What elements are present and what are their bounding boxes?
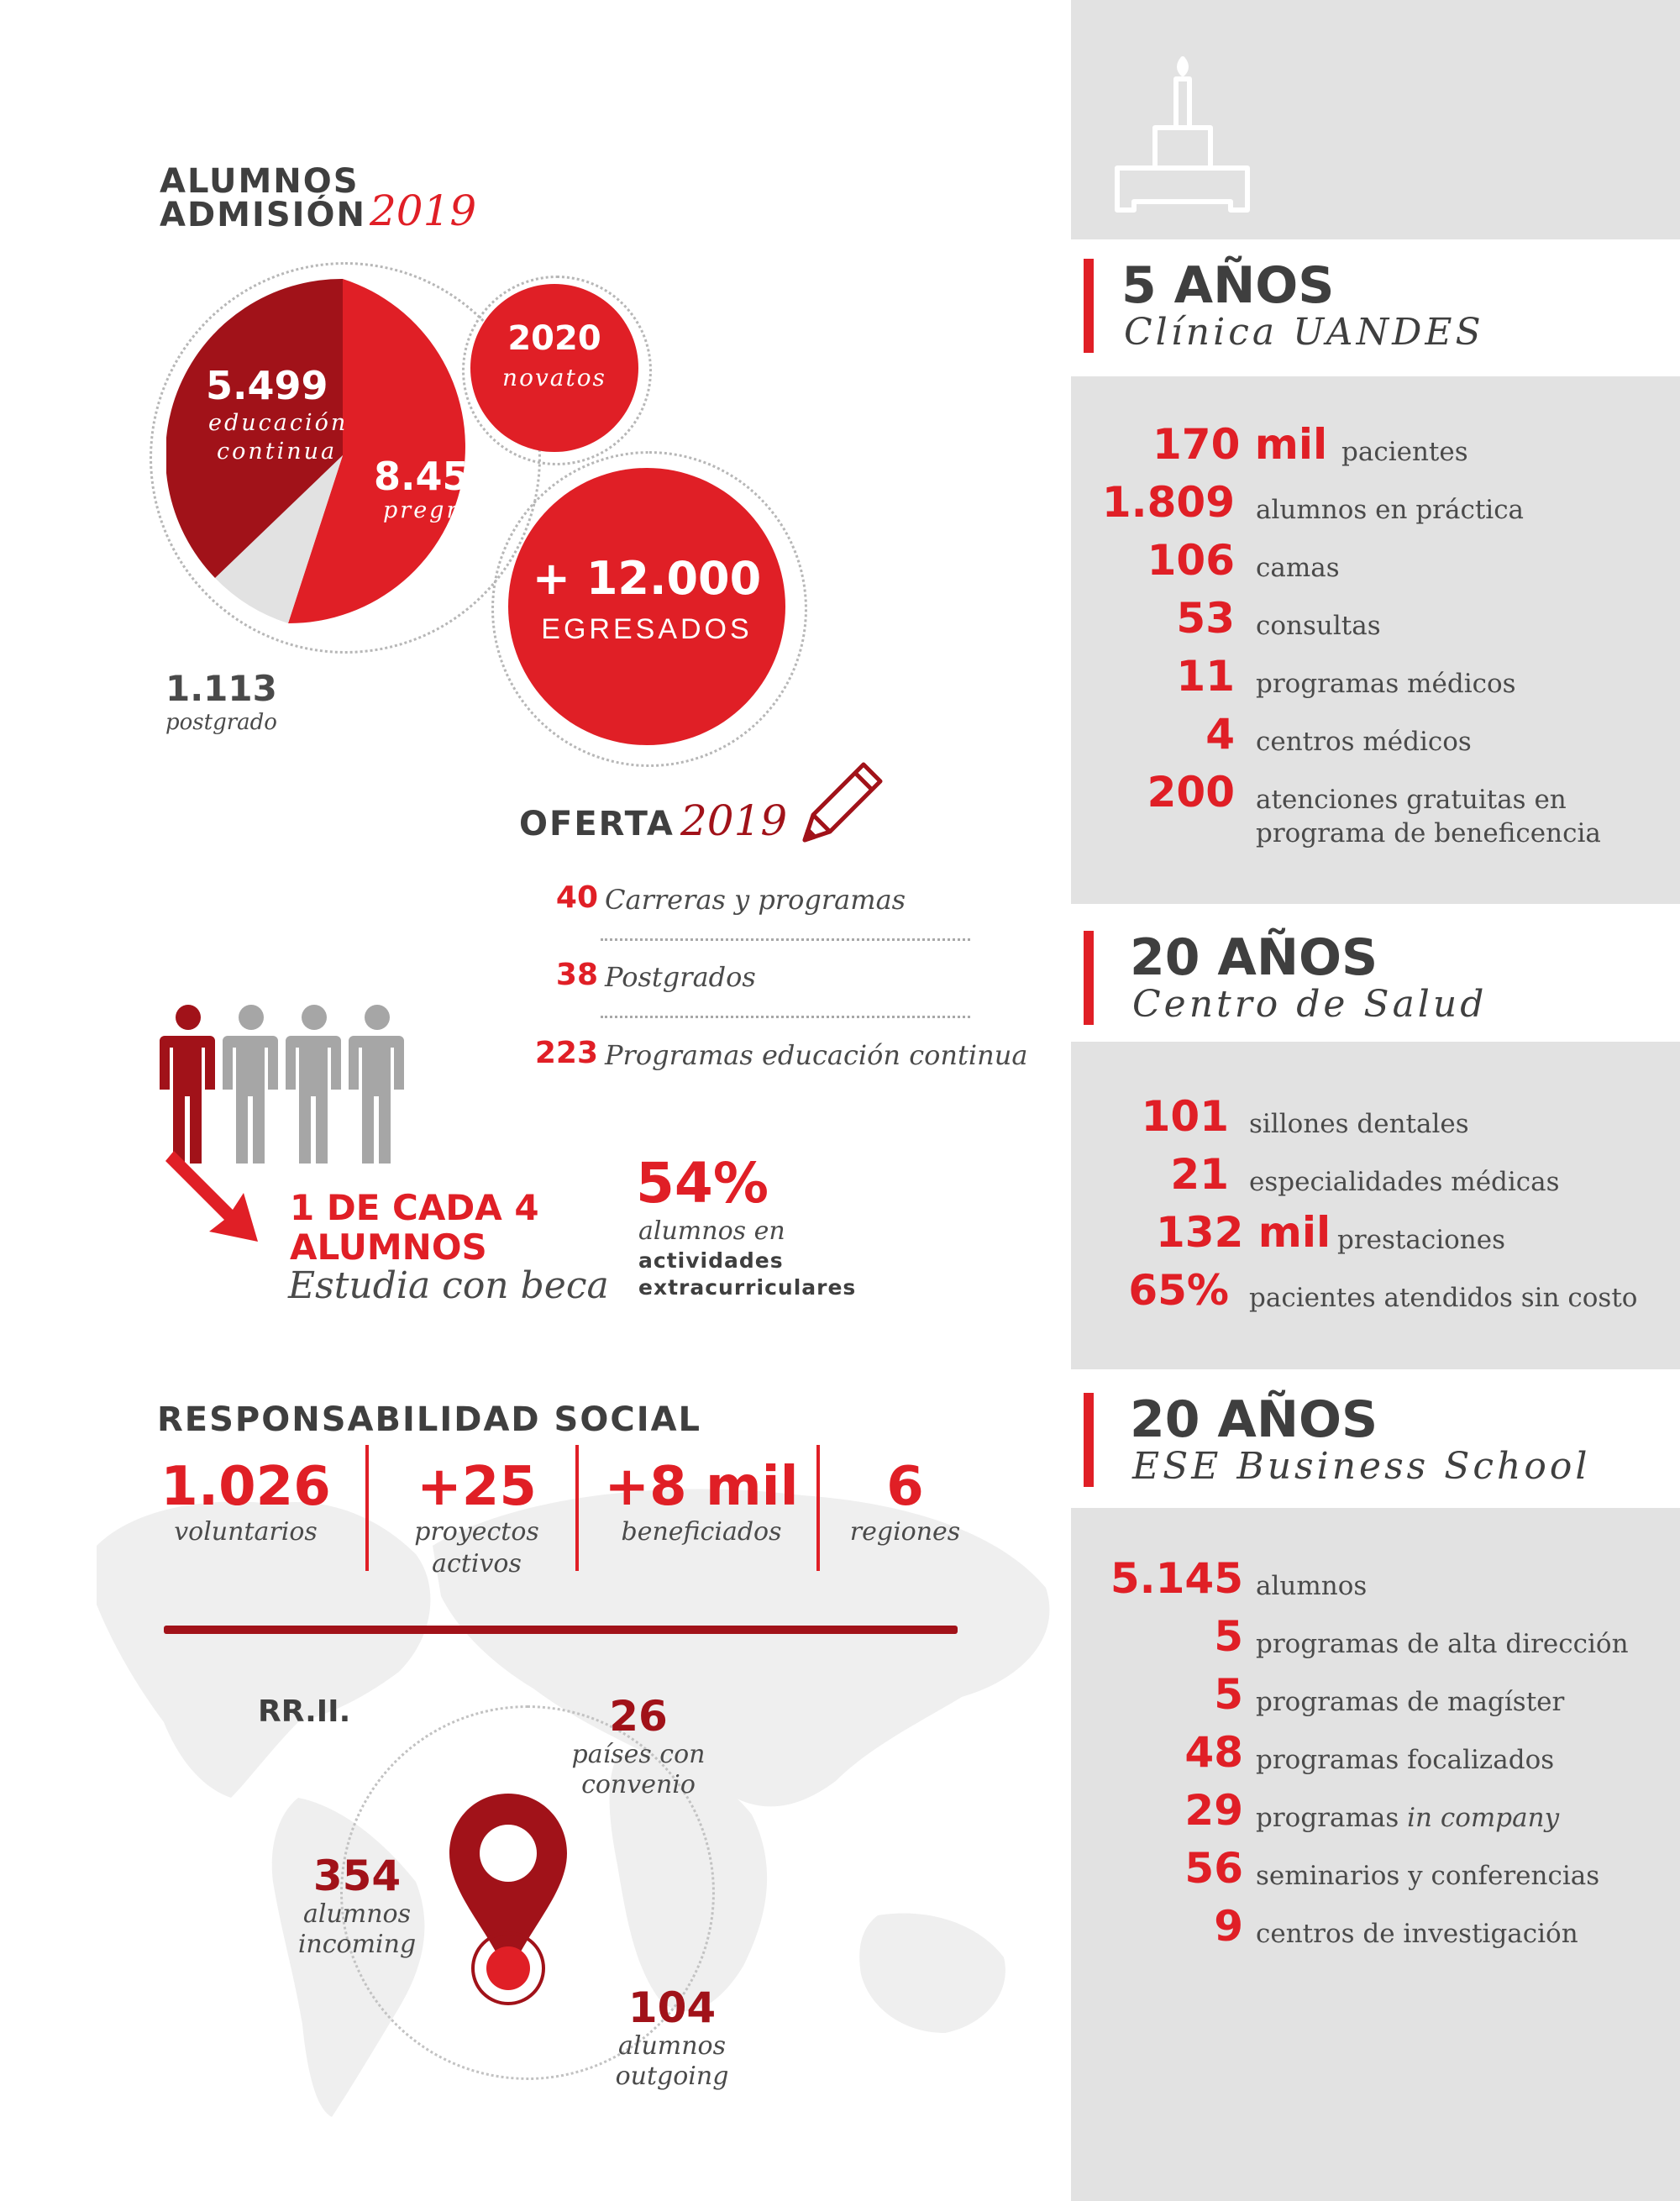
rs-label: proyectos <box>414 1517 539 1547</box>
clinica-stat <box>1071 768 1680 848</box>
stat-label: pacientes atendidos sin costo <box>1249 1283 1638 1313</box>
clinica-stat <box>1071 478 1680 528</box>
stat-value: 170 mil <box>1152 420 1328 469</box>
beca-line3: Estudia con beca <box>288 1264 609 1307</box>
rrii-paises <box>571 1693 706 1800</box>
oferta-label: Carreras y programas <box>605 884 906 916</box>
oferta-label: Postgrados <box>605 961 756 993</box>
oferta-item <box>521 943 970 1018</box>
postgrado-label: postgrado <box>165 710 277 735</box>
stat-label: alumnos en práctica <box>1256 495 1525 525</box>
rs-title: RESPONSABILIDAD SOCIAL <box>157 1400 702 1439</box>
clinica-stat <box>1071 710 1680 760</box>
oferta-num: 40 <box>555 880 598 915</box>
incoming-label1: alumnos <box>302 1899 412 1929</box>
stat-value: 106 <box>1147 536 1235 585</box>
salud-title: 20 AÑOS <box>1130 928 1378 987</box>
egresados-value: + 12.000 <box>532 552 762 605</box>
stat-label: atenciones gratuitas en <box>1256 785 1567 815</box>
rs-num: +25 <box>417 1456 537 1518</box>
stat-label: programas in company <box>1256 1803 1560 1833</box>
extra-line1: alumnos en <box>638 1216 785 1246</box>
rs-item-voluntarios <box>147 1458 344 1548</box>
ese-stat <box>1071 1554 1680 1605</box>
stat-label: camas <box>1256 553 1340 583</box>
pregrado-label: pregrado <box>383 497 509 523</box>
oferta-num: 223 <box>534 1036 598 1070</box>
ese-stat <box>1071 1902 1680 1952</box>
stat-value: 65% <box>1128 1266 1229 1315</box>
admision-year: 2019 <box>370 186 477 235</box>
person-highlight <box>160 1005 215 1164</box>
stat-value: 5.145 <box>1110 1554 1243 1603</box>
oferta-title: OFERTA <box>519 805 675 843</box>
clinica-subtitle: Clínica UANDES <box>1124 311 1484 354</box>
rs-num: 1.026 <box>160 1456 331 1518</box>
stat-label: programas de magíster <box>1256 1687 1565 1717</box>
stat-label: programas focalizados <box>1256 1745 1555 1775</box>
salud-stat <box>1071 1150 1680 1200</box>
rs-item-proyectos <box>382 1458 571 1580</box>
beca-line2: ALUMNOS <box>290 1227 487 1268</box>
continua-value: 5.499 <box>206 363 328 408</box>
extra-value: 54% <box>636 1151 769 1216</box>
incoming-label2: incoming <box>297 1930 417 1959</box>
ese-stat <box>1071 1786 1680 1836</box>
rs-num: 6 <box>886 1456 924 1518</box>
dotted-divider <box>601 1016 970 1018</box>
stat-value: 5 <box>1214 1612 1243 1661</box>
stat-label: programas médicos <box>1256 669 1516 699</box>
stat-label: seminarios y conferencias <box>1256 1861 1600 1891</box>
clinica-title: 5 AÑOS <box>1121 256 1335 315</box>
person <box>349 1005 404 1164</box>
clinica-stat <box>1071 420 1680 470</box>
rs-label: activos <box>432 1549 522 1579</box>
rs-separator <box>164 1626 958 1634</box>
stat-value: 29 <box>1184 1786 1243 1835</box>
person <box>223 1005 278 1164</box>
dotted-divider <box>601 938 970 941</box>
pregrado-value: 8.459 <box>374 454 496 499</box>
stat-value: 1.809 <box>1101 478 1235 527</box>
stat-value: 56 <box>1184 1844 1243 1893</box>
stat-label: especialidades médicas <box>1249 1167 1560 1197</box>
oferta-label: Programas educación continua <box>605 1039 1028 1071</box>
beca-line1: 1 DE CADA 4 <box>290 1187 539 1228</box>
oferta-item <box>521 1021 1028 1096</box>
rrii-outgoing <box>605 1984 739 2092</box>
clinica-stat <box>1071 536 1680 586</box>
ese-stat <box>1071 1844 1680 1894</box>
person <box>286 1005 341 1164</box>
rs-label: voluntarios <box>174 1517 318 1547</box>
paises-label1: países con <box>571 1740 706 1769</box>
stat-label: centros médicos <box>1256 727 1472 757</box>
stat-value: 101 <box>1141 1092 1229 1141</box>
stat-label: programa de beneficencia <box>1256 818 1601 848</box>
rs-label: regiones <box>849 1517 961 1547</box>
stat-value: 11 <box>1176 652 1235 701</box>
salud-stat <box>1071 1266 1680 1316</box>
stat-value: 48 <box>1184 1728 1243 1777</box>
salud-stat <box>1071 1208 1680 1258</box>
oferta-year: 2019 <box>680 796 788 845</box>
section-bar <box>1084 931 1094 1025</box>
extra-line2: actividades <box>638 1248 784 1273</box>
stat-value: 200 <box>1147 768 1235 817</box>
stat-label: pacientes <box>1341 437 1468 467</box>
stat-label-emphasis: in company <box>1407 1803 1560 1833</box>
cake-panel <box>1071 0 1680 239</box>
extra-line3: extracurriculares <box>638 1275 857 1300</box>
novatos-value: 2020 <box>507 319 601 358</box>
paises-label2: convenio <box>581 1770 696 1799</box>
outgoing-num: 104 <box>627 1983 717 2032</box>
rs-divider <box>365 1445 369 1571</box>
oferta-num: 38 <box>555 958 598 992</box>
ese-stat <box>1071 1670 1680 1720</box>
rs-num: +8 mil <box>604 1456 799 1518</box>
rs-divider <box>816 1445 820 1571</box>
stat-value: 9 <box>1214 1902 1243 1951</box>
continua-label1: educación <box>208 410 349 436</box>
stat-label: sillones dentales <box>1249 1109 1469 1139</box>
section-bar <box>1084 1393 1094 1487</box>
outgoing-label1: alumnos <box>617 2031 727 2061</box>
novatos-label: novatos <box>502 364 606 391</box>
oferta-item <box>521 865 970 941</box>
cake-icon <box>1109 50 1256 218</box>
salud-stat <box>1071 1092 1680 1143</box>
people-icon <box>160 1004 412 1172</box>
location-pin-icon <box>445 1789 571 2016</box>
rs-label: beneficiados <box>621 1517 782 1547</box>
rs-item-beneficiados <box>592 1458 811 1548</box>
ese-subtitle: ESE Business School <box>1132 1445 1591 1488</box>
egresados-circle <box>508 468 785 745</box>
stat-label: centros de investigación <box>1256 1919 1578 1949</box>
paises-num: 26 <box>609 1692 668 1741</box>
outgoing-label2: outgoing <box>615 2062 729 2091</box>
incoming-num: 354 <box>312 1852 402 1900</box>
admision-title-line1: ALUMNOS <box>160 162 360 201</box>
admision-title-line2: ADMISIÓN <box>160 196 367 234</box>
stat-label: programas de alta dirección <box>1256 1629 1629 1659</box>
rrii-incoming <box>290 1852 424 1960</box>
continua-label2: continua <box>217 439 338 465</box>
rrii-title: RR.II. <box>258 1694 351 1729</box>
stat-label: prestaciones <box>1337 1225 1506 1255</box>
stat-label: consultas <box>1256 611 1381 641</box>
arrow-icon <box>164 1151 290 1252</box>
ese-stat <box>1071 1728 1680 1778</box>
novatos-circle <box>470 284 638 452</box>
egresados-label: EGRESADOS <box>541 613 753 645</box>
salud-subtitle: Centro de Salud <box>1132 983 1488 1026</box>
rs-item-regiones <box>832 1458 979 1548</box>
pencil-icon <box>796 756 889 848</box>
section-bar <box>1084 259 1094 353</box>
ese-stat <box>1071 1612 1680 1663</box>
salud-panel <box>1071 1042 1680 1369</box>
ese-title: 20 AÑOS <box>1130 1390 1378 1449</box>
stat-value: 4 <box>1205 710 1235 759</box>
stat-label: alumnos <box>1256 1571 1368 1601</box>
stat-value: 21 <box>1170 1150 1229 1199</box>
stat-value: 5 <box>1214 1670 1243 1719</box>
postgrado-value: 1.113 <box>165 668 277 709</box>
clinica-stat <box>1071 652 1680 702</box>
stat-value: 53 <box>1176 594 1235 643</box>
clinica-stat <box>1071 594 1680 644</box>
stat-value: 132 mil <box>1156 1208 1331 1257</box>
rs-divider <box>575 1445 579 1571</box>
